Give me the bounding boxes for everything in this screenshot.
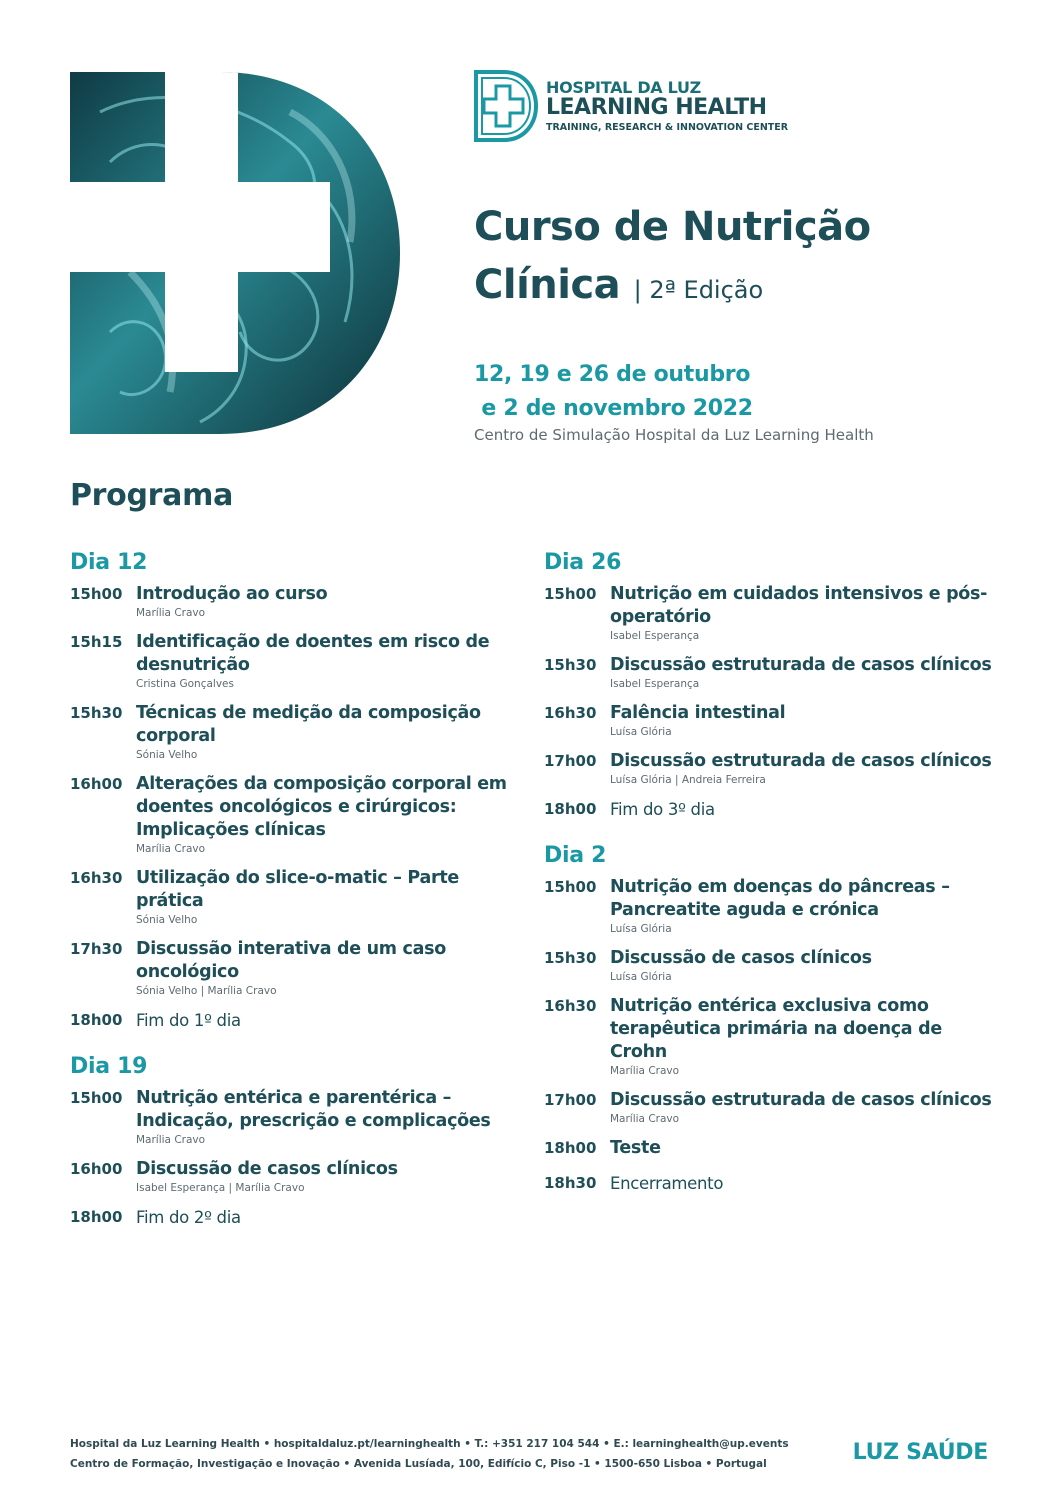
session-title: Discussão estruturada de casos clínicos xyxy=(610,655,992,675)
course-dates-line2: e 2 de novembro 2022 xyxy=(474,396,753,421)
session-item xyxy=(70,1009,530,1032)
program-column-left xyxy=(70,550,530,1241)
logo-line-hospital: HOSPITAL DA LUZ xyxy=(546,77,701,97)
session-item xyxy=(544,798,1004,821)
session-title: Nutrição entérica exclusiva como terapêutica primária na doença de Crohn xyxy=(610,996,942,1062)
luz-saude-brand: LUZ SAÚDE xyxy=(852,1440,988,1465)
session-item xyxy=(544,947,1004,983)
session-speaker: Sónia Velho xyxy=(136,749,198,761)
session-time: 15h00 xyxy=(70,585,123,603)
course-title-line2: Clínica xyxy=(474,262,621,308)
logo-d-cross-icon xyxy=(474,70,538,142)
session-title: Discussão estruturada de casos clínicos xyxy=(610,751,992,771)
session-title: Introdução ao curso xyxy=(136,584,328,604)
session-time: 17h00 xyxy=(544,1091,597,1109)
program-column-right xyxy=(544,550,1004,1207)
session-time: 15h00 xyxy=(70,1089,123,1107)
session-speaker: Marília Cravo xyxy=(136,607,206,619)
session-speaker: Luísa Glória xyxy=(610,726,672,738)
session-item xyxy=(544,1172,1004,1195)
day-heading: Dia 26 xyxy=(544,550,622,575)
session-item xyxy=(70,1206,530,1229)
session-title: Falência intestinal xyxy=(610,703,786,723)
session-item xyxy=(70,583,530,619)
session-item xyxy=(70,1087,530,1146)
session-time: 15h30 xyxy=(544,949,597,967)
session-speaker: Isabel Esperança xyxy=(610,630,700,642)
course-title xyxy=(474,198,871,319)
day-heading: Dia 12 xyxy=(70,550,148,575)
program-heading: Programa xyxy=(70,478,234,513)
session-time: 18h00 xyxy=(70,1208,123,1226)
session-speaker: Luísa Glória xyxy=(610,923,672,935)
footer-line1: Hospital da Luz Learning Health • hospitaldaluz.pt/learninghealth • T.: +351 217 104 544 • E.: learninghealth@up.events xyxy=(70,1438,789,1450)
session-speaker: Cristina Gonçalves xyxy=(136,678,234,690)
session-speaker: Sónia Velho xyxy=(136,914,198,926)
footer-line2: Centro de Formação, Investigação e Inovação • Avenida Lusíada, 100, Edifício C, Piso -1 • 1500-650 Lisboa • Portugal xyxy=(70,1458,767,1470)
session-time: 16h30 xyxy=(544,704,597,722)
session-speaker: Sónia Velho | Marília Cravo xyxy=(136,985,277,997)
hero-anatomy-illustration xyxy=(70,72,400,434)
session-time: 15h00 xyxy=(544,878,597,896)
session-time: 16h00 xyxy=(70,775,123,793)
session-item xyxy=(70,702,530,761)
session-item xyxy=(544,750,1004,786)
course-dates xyxy=(474,358,753,426)
session-title: Alterações da composição corporal em doentes oncológicos e cirúrgicos: Implicações clínicas xyxy=(136,774,507,840)
session-time: 16h30 xyxy=(544,997,597,1015)
session-time: 17h30 xyxy=(70,940,123,958)
session-time: 18h00 xyxy=(544,1139,597,1157)
logo-line-tagline: TRAINING, RESEARCH & INNOVATION CENTER xyxy=(546,121,789,133)
session-item xyxy=(544,702,1004,738)
session-time: 16h00 xyxy=(70,1160,123,1178)
hospital-logo xyxy=(474,70,788,142)
course-title-line1: Curso de Nutrição xyxy=(474,204,871,250)
session-title: Nutrição entérica e parentérica – Indicação, prescrição e complicações xyxy=(136,1088,491,1131)
session-time: 18h00 xyxy=(544,800,597,818)
session-item xyxy=(544,583,1004,642)
session-speaker: Marília Cravo xyxy=(610,1065,680,1077)
session-title: Nutrição em doenças do pâncreas – Pancreatite aguda e crónica xyxy=(610,877,950,920)
session-title: Fim do 3º dia xyxy=(610,800,715,819)
course-venue: Centro de Simulação Hospital da Luz Learning Health xyxy=(474,426,874,444)
session-title: Fim do 2º dia xyxy=(136,1208,241,1227)
session-speaker: Luísa Glória xyxy=(610,971,672,983)
logo-line-learning-health: LEARNING HEALTH xyxy=(546,94,767,120)
session-item xyxy=(544,876,1004,935)
session-title: Teste xyxy=(610,1138,661,1158)
day-heading: Dia 19 xyxy=(70,1054,148,1079)
session-item xyxy=(70,867,530,926)
session-time: 18h30 xyxy=(544,1174,597,1192)
course-dates-line1: 12, 19 e 26 de outubro xyxy=(474,362,751,387)
session-item xyxy=(70,773,530,855)
session-time: 15h00 xyxy=(544,585,597,603)
session-time: 15h30 xyxy=(70,704,123,722)
session-title: Discussão de casos clínicos xyxy=(610,948,872,968)
day-heading: Dia 2 xyxy=(544,843,607,868)
session-title: Técnicas de medição da composição corporal xyxy=(136,703,481,746)
session-item xyxy=(544,1137,1004,1160)
session-speaker: Marília Cravo xyxy=(610,1113,680,1125)
session-item xyxy=(544,995,1004,1077)
session-speaker: Isabel Esperança xyxy=(610,678,700,690)
session-title: Discussão de casos clínicos xyxy=(136,1159,398,1179)
session-speaker: Marília Cravo xyxy=(136,843,206,855)
footer-contact xyxy=(70,1434,789,1474)
session-title: Discussão interativa de um caso oncológico xyxy=(136,939,446,982)
session-time: 16h30 xyxy=(70,869,123,887)
session-time: 15h30 xyxy=(544,656,597,674)
session-title: Identificação de doentes em risco de desnutrição xyxy=(136,632,490,675)
session-item xyxy=(70,631,530,690)
session-title: Encerramento xyxy=(610,1174,724,1193)
session-time: 15h15 xyxy=(70,633,123,651)
session-item xyxy=(70,938,530,997)
session-title: Fim do 1º dia xyxy=(136,1011,241,1030)
course-edition: | 2ª Edição xyxy=(633,276,764,304)
session-time: 18h00 xyxy=(70,1011,123,1029)
session-item xyxy=(544,654,1004,690)
session-item xyxy=(70,1158,530,1194)
session-speaker: Luísa Glória | Andreia Ferreira xyxy=(610,774,766,786)
session-title: Nutrição em cuidados intensivos e pós-operatório xyxy=(610,584,988,627)
session-time: 17h00 xyxy=(544,752,597,770)
session-speaker: Isabel Esperança | Marília Cravo xyxy=(136,1182,305,1194)
session-title: Discussão estruturada de casos clínicos xyxy=(610,1090,992,1110)
session-item xyxy=(544,1089,1004,1125)
session-title: Utilização do slice-o-matic – Parte prática xyxy=(136,868,459,911)
session-speaker: Marília Cravo xyxy=(136,1134,206,1146)
